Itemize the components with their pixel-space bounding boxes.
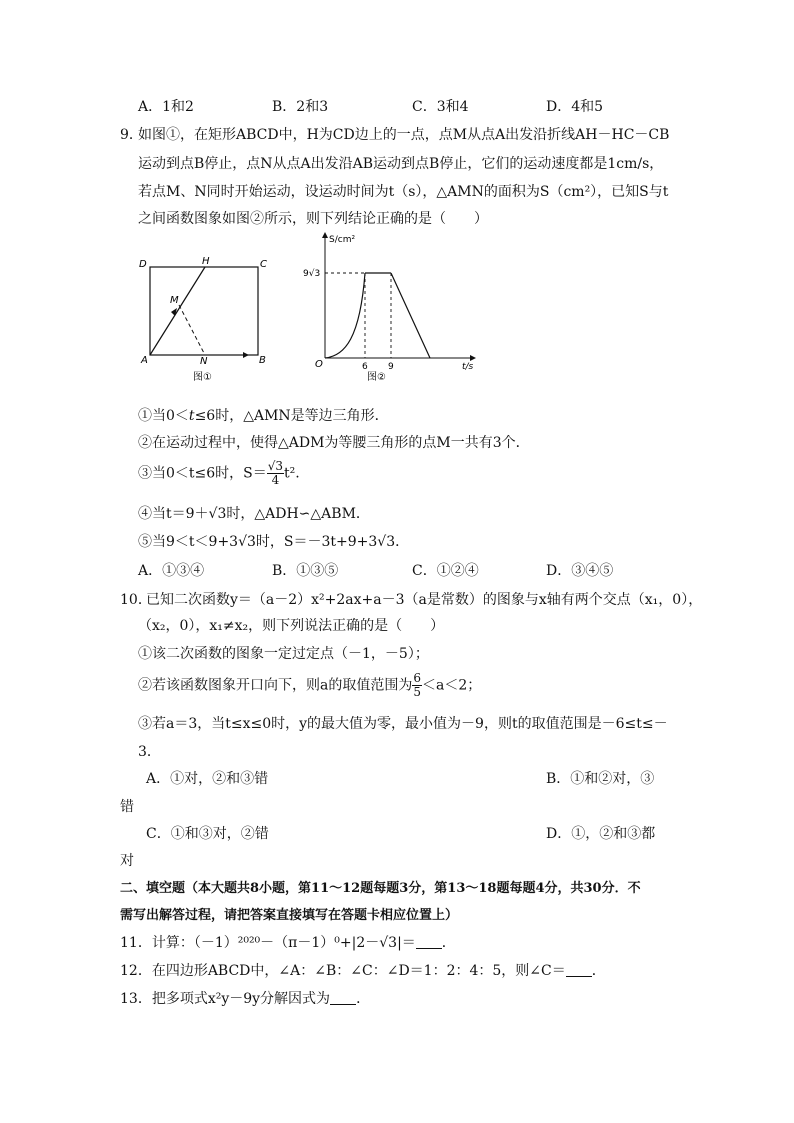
label-h: H — [202, 256, 210, 267]
q9-statement-2: ②在运动过程中，使得△ADM为等腰三角形的点M一共有3个． — [138, 435, 530, 451]
figure-2-graph — [300, 228, 480, 385]
q10-option-a: A．①对，②和③错 — [146, 771, 269, 787]
q9-s1-t: t — [188, 408, 195, 424]
q9-stem-line4: 之间函数图象如图②所示，则下列结论正确的是（ ） — [138, 211, 488, 227]
curve-segment — [325, 273, 365, 358]
question-11 — [120, 932, 456, 952]
label-a: A — [141, 355, 148, 366]
arrow-n-icon — [243, 352, 249, 358]
q9-s1-post: ≤6时，△AMN是等边三角形． — [194, 408, 389, 424]
q9-option-c: C．①②④ — [412, 563, 479, 579]
origin-label: O — [315, 359, 323, 370]
label-m: M — [170, 295, 179, 306]
figure-2-caption: 图② — [367, 372, 386, 383]
section-2-heading-line1: 二、填空题（本大题共8小题，第11～12题每题3分，第13～18题每题4分，共30分．不 — [120, 881, 641, 896]
label-c: C — [260, 259, 267, 270]
q12-end: ． — [591, 963, 606, 979]
section-2-heading-line2: 需写出解答过程，请把答案直接填写在答题卡相应位置上） — [120, 908, 459, 923]
option-d: D．4和5 — [546, 99, 604, 115]
decline-segment — [391, 273, 430, 358]
q9-option-b: B．①③⑤ — [272, 563, 339, 579]
q10-stem-line2: （x₂，0），x₁≠x₂，则下列说法正确的是（ ） — [138, 618, 445, 634]
q10-s2-post: ＜a＜2； — [422, 677, 482, 694]
q10-option-b-line1: B．①和②对，③ — [546, 771, 655, 787]
label-n: N — [200, 356, 208, 367]
label-d: D — [139, 259, 147, 270]
figure-1-caption: 图① — [193, 372, 212, 383]
q10-statement-2 — [138, 672, 481, 699]
rectangle-abcd — [150, 267, 258, 355]
q10-s2-pre: ②若该函数图象开口向下，则a的取值范围为 — [138, 677, 413, 694]
q10-statement-3-line1: ③若a＝3，当t≤x≤0时，y的最大值为零，最小值为－9，则t的取值范围是－6≤t≤－ — [138, 716, 668, 732]
q9-s3-denominator: 4 — [271, 473, 280, 487]
q9-s3-fraction — [267, 460, 284, 487]
q9-statement-5: ⑤当9＜t＜9+3√3时，S＝－3t+9+3√3． — [138, 534, 410, 550]
q9-s3-pre: ③当0＜t≤6时，S＝ — [138, 465, 267, 482]
q13-end: ． — [356, 991, 371, 1007]
q10-option-d-line1: D．①，②和③都 — [546, 826, 656, 842]
q10-statement-3-line2: 3． — [138, 744, 161, 760]
x-tick-6: 6 — [362, 362, 368, 372]
figure-1-rectangle — [135, 250, 285, 385]
question-12 — [120, 960, 606, 980]
q9-stem-line2: 运动到点B停止，点N从点A出发沿AB运动到点B停止，它们的运动速度都是1cm/s， — [138, 156, 664, 172]
q11-end: ． — [441, 935, 456, 951]
y-tick-label: 9√3 — [303, 269, 321, 279]
q9-statement-3 — [138, 460, 300, 487]
arrow-m-icon — [171, 308, 177, 316]
q9-option-a: A．①③④ — [138, 563, 205, 579]
q10-s2-fraction — [412, 672, 422, 699]
y-axis-label: S/cm² — [329, 235, 356, 245]
q10-s2-denominator: 5 — [413, 685, 421, 699]
q10-statement-1: ①该二次函数的图象一定过定点（－1，－5）； — [138, 646, 429, 662]
q11-text: 11．计算：（－1）²⁰²⁰－（π－1）⁰+|2－√3|＝ — [120, 935, 416, 951]
q13-text: 13．把多项式x²y－9y分解因式为 — [120, 991, 331, 1007]
q9-statement-4: ④当t＝9＋√3时，△ADH∽△ABM． — [138, 506, 370, 522]
question-13 — [120, 988, 370, 1008]
label-b: B — [259, 355, 266, 366]
y-axis-arrow-icon — [322, 232, 328, 238]
q9-option-d: D．③④⑤ — [546, 563, 614, 579]
q10-option-b-line2: 错 — [120, 799, 134, 815]
q10-option-c: C．①和③对，②错 — [146, 826, 269, 842]
q12-text: 12．在四边形ABCD中，∠A：∠B：∠C：∠D＝1：2：4：5，则∠C＝ — [120, 963, 566, 979]
q9-s3-numerator: √3 — [267, 459, 284, 473]
x-tick-9: 9 — [388, 362, 394, 372]
q12-answer-blank[interactable] — [566, 964, 592, 977]
q9-number: 9． — [120, 127, 143, 143]
x-axis-label: t/s — [462, 362, 474, 372]
q10-option-d-line2: 对 — [120, 853, 134, 869]
option-b: B．2和3 — [272, 99, 329, 115]
q9-stem-line1: 如图①，在矩形ABCD中，H为CD边上的一点，点M从点A出发沿折线AH－HC－CB — [138, 127, 670, 143]
segment-mn-dashed — [179, 305, 205, 355]
segment-ah — [150, 267, 205, 355]
option-c: C．3和4 — [412, 99, 469, 115]
q9-s3-post: t². — [284, 465, 300, 482]
q9-statement-1 — [138, 405, 389, 425]
q10-number: 10． — [120, 592, 152, 608]
q13-answer-blank[interactable] — [330, 992, 356, 1005]
x-axis-arrow-icon — [470, 355, 476, 361]
q10-s2-numerator: 6 — [413, 671, 421, 685]
option-a: A．1和2 — [138, 99, 194, 115]
q11-answer-blank[interactable] — [416, 936, 442, 949]
q9-s1-pre: ①当0＜ — [138, 408, 189, 424]
q10-stem-line1: 已知二次函数y＝（a－2）x²+2ax+a－3（a是常数）的图象与x轴有两个交点（x₁，0）， — [146, 592, 703, 608]
q9-stem-line3: 若点M、N同时开始运动，设运动时间为t（s），△AMN的面积为S（cm²），已知S与t — [138, 184, 669, 200]
